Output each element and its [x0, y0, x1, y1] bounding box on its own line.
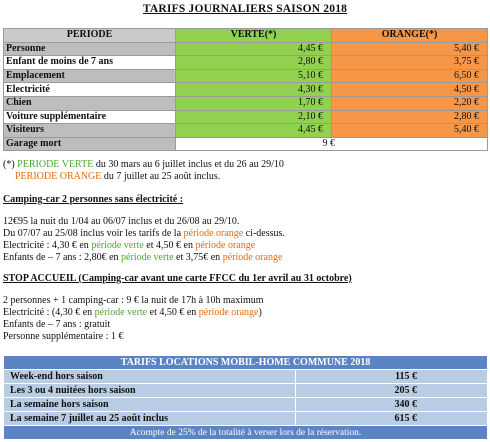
row-label: Electricité	[4, 83, 176, 97]
campingcar-line: Du 07/07 au 25/08 inclus voir les tarifs de la période orange ci-dessus.	[3, 228, 285, 240]
table-row	[4, 83, 488, 97]
stop-line: Personne supplémentaire : 1 €	[3, 330, 124, 342]
header-verte: VERTE(*)	[176, 29, 332, 43]
price-orange: 5,40 €	[332, 124, 488, 138]
period-orange-label: PERIODE ORANGE	[15, 170, 102, 182]
row-label: Emplacement	[4, 69, 176, 83]
stop-line: Electricité : (4,30 € en période verte et 4,50 € en période orange)	[3, 307, 262, 319]
table-row	[4, 384, 488, 398]
price-verte: 1,70 €	[176, 96, 332, 110]
period-verte-line: (*) PERIODE VERTE du 30 mars au 6 juillet inclus et du 26 au 29/10	[3, 159, 284, 170]
daily-rates-table	[3, 28, 488, 151]
period-verte-label: PERIODE VERTE	[17, 159, 94, 170]
price-orange: 2,80 €	[332, 110, 488, 124]
price-verte: 2,10 €	[176, 110, 332, 124]
garage-row	[4, 137, 488, 151]
campingcar-line: Electricité : 4,30 € en période verte et 4,50 € en période orange	[3, 239, 256, 251]
table-row	[4, 69, 488, 83]
row-label: Garage mort	[4, 137, 176, 151]
row-price: 340 €	[296, 398, 488, 412]
mobil-home-rates-table	[3, 355, 488, 440]
stop-line: Enfants de – 7 ans : gratuit	[3, 318, 111, 330]
table-row	[4, 42, 488, 56]
stop-line: 2 personnes + 1 camping-car : 9 € la nuit de 17h à 10h maximum	[3, 295, 264, 307]
row-label: Enfant de moins de 7 ans	[4, 56, 176, 70]
price-verte: 4,45 €	[176, 42, 332, 56]
deposit-note: Acompte de 25% de la totalité à verser lors de la réservation.	[4, 426, 488, 440]
daily-rates-header-row	[4, 29, 488, 43]
campingcar-line: Enfants de – 7 ans : 2,80€ en période verte et 3,75€ en période orange	[3, 251, 283, 263]
price-verte: 4,30 €	[176, 83, 332, 97]
row-label: Les 3 ou 4 nuitées hors saison	[4, 384, 296, 398]
row-label: La semaine 7 juillet au 25 août inclus	[4, 412, 296, 426]
table-row	[4, 398, 488, 412]
table-row	[4, 370, 488, 384]
row-price: 115 €	[296, 370, 488, 384]
notes-section	[3, 159, 487, 343]
table-row	[4, 412, 488, 426]
table-row	[4, 124, 488, 138]
header-periode: PERIODE	[4, 29, 176, 43]
row-label: Chien	[4, 96, 176, 110]
mobil-home-header: TARIFS LOCATIONS MOBIL-HOME COMMUNE 2018	[4, 356, 488, 370]
price-verte: 4,45 €	[176, 124, 332, 138]
price-orange: 6,50 €	[332, 69, 488, 83]
garage-price: 9 €	[176, 137, 488, 151]
table-row	[4, 56, 488, 70]
table-row	[4, 96, 488, 110]
row-price: 205 €	[296, 384, 488, 398]
header-orange: ORANGE(*)	[332, 29, 488, 43]
price-verte: 5,10 €	[176, 69, 332, 83]
row-label: La semaine hors saison	[4, 398, 296, 412]
price-orange: 5,40 €	[332, 42, 488, 56]
campingcar-heading: Camping-car 2 personnes sans électricité :	[3, 193, 184, 205]
row-label: Personne	[4, 42, 176, 56]
price-orange: 2,20 €	[332, 96, 488, 110]
row-label: Week-end hors saison	[4, 370, 296, 384]
period-orange-line: PERIODE ORANGE du 7 juillet au 25 août inclus.	[15, 170, 221, 182]
row-price: 615 €	[296, 412, 488, 426]
stop-accueil-heading: STOP ACCUEIL (Camping-car avant une carte FFCC du 1er avril au 31 octobre)	[3, 272, 352, 284]
table-row	[4, 110, 488, 124]
campingcar-line: 12€95 la nuit du 1/04 au 06/07 inclus et du 26/08 au 29/10.	[3, 216, 240, 228]
row-label: Voiture supplémentaire	[4, 110, 176, 124]
price-orange: 3,75 €	[332, 56, 488, 70]
price-orange: 4,50 €	[332, 83, 488, 97]
price-verte: 2,80 €	[176, 56, 332, 70]
row-label: Visiteurs	[4, 124, 176, 138]
page-title: TARIFS JOURNALIERS SAISON 2018	[142, 3, 348, 15]
